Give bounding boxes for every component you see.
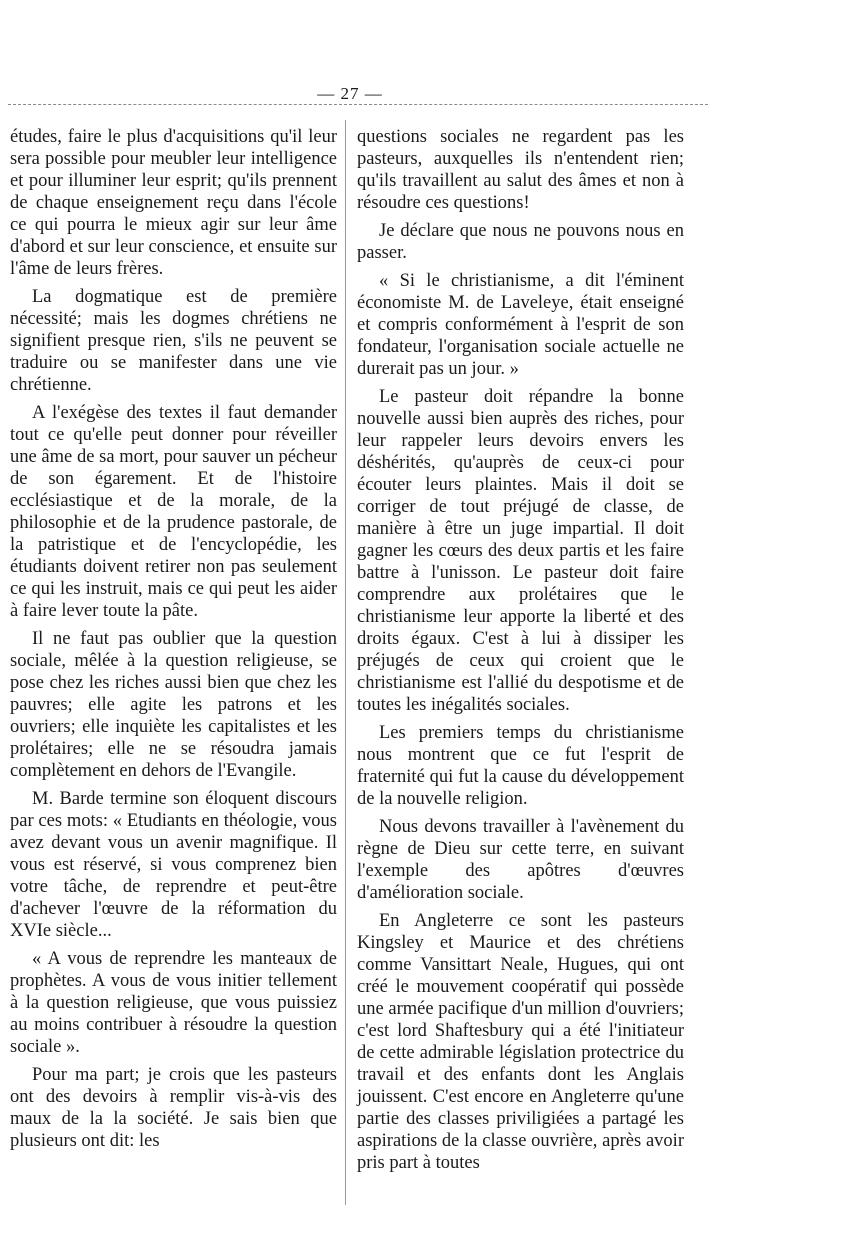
right-paragraph-1: questions sociales ne regardent pas les pasteurs, auxquelles ils n'entendent rien; qu'ils travaillent au salut des âmes et non à résoudre ces questions! xyxy=(357,127,684,213)
right-paragraph-5: Les premiers temps du christianisme nous montrent que ce fut l'esprit de fraternité qui fut la cause du développement de la nouvelle religion. xyxy=(357,723,684,809)
left-paragraph-1: études, faire le plus d'acquisitions qu'il leur sera possible pour meubler leur intelligence et pour illuminer leur esprit; qu'ils prennent de chaque enseignement reçu dans l'école ce qui pourra le mieux agir sur leur âme d'abord et sur leur conscience, et ensuite sur l'âme de leurs frères. xyxy=(10,127,337,279)
left-paragraph-4: Il ne faut pas oublier que la question sociale, mêlée à la question religieuse, se pose chez les riches aussi bien que chez les pauvres; elle agite les patrons et les ouvriers; elle inquiète les capitalistes et les prolétaires; elle ne se résoudra jamais complètement en dehors de l'Evangile. xyxy=(10,629,337,781)
header-rule xyxy=(8,104,708,105)
column-divider xyxy=(345,120,346,1205)
left-paragraph-5: M. Barde termine son éloquent discours par ces mots: « Etudiants en théologie, vous avez devant vous un avenir magnifique. Il vous est réservé, si vous comprenez bien votre tâche, de reprendre et peut-être d'achever l'œuvre de la réformation du XVIe siècle... xyxy=(10,789,337,941)
left-paragraph-6: « A vous de reprendre les manteaux de prophètes. A vous de vous initier tellement à la question religieuse, que vous puissiez au moins contribuer à résoudre la question sociale ». xyxy=(10,949,337,1057)
page-number: — 27 — xyxy=(317,84,383,103)
left-column xyxy=(10,126,337,1158)
right-paragraph-7: En Angleterre ce sont les pasteurs Kingsley et Maurice et des chrétiens comme Vansittart Neale, Hugues, qui ont créé le mouvement coopératif qui possède une armée pacifique d'un million d'ouvriers; c'est lord Shaftesbury qui a été l'initiateur de cette admirable législation protectrice du travail et des enfants dont les Anglais jouissent. C'est encore en Angleterre qu'une partie des classes priviligiées a partagé les aspirations de la classe ouvrière, après avoir pris part à toutes xyxy=(357,911,684,1173)
right-paragraph-4: Le pasteur doit répandre la bonne nouvelle aussi bien auprès des riches, pour leur rappeler leurs devoirs envers les déshérités, qu'auprès de ceux-ci pour écouter leurs plaintes. Mais il doit se corriger de tout préjugé de classe, de manière à être un juge impartial. Il doit gagner les cœurs des deux partis et les faire battre à l'unisson. Le pasteur doit faire comprendre aux prolétaires que le christianisme leur apporte la liberté et des droits égaux. C'est à lui à dissiper les préjugés de ceux qui croient que le christianisme est l'allié du despotisme et de toutes les inégalités sociales. xyxy=(357,387,684,715)
right-paragraph-3: « Si le christianisme, a dit l'éminent économiste M. de Laveleye, était enseigné et compris conformément à l'esprit de son fondateur, l'organisation sociale actuelle ne durerait pas un jour. » xyxy=(357,271,684,379)
left-paragraph-7: Pour ma part; je crois que les pasteurs ont des devoirs à remplir vis-à-vis des maux de la la société. Je sais bien que plusieurs ont dit: les xyxy=(10,1065,337,1151)
left-paragraph-3: A l'exégèse des textes il faut demander tout ce qu'elle peut donner pour réveiller une âme de sa mort, pour sauver un pécheur de son égarement. Et de l'histoire ecclésiastique et de la morale, de la philosophie et de la prudence pastorale, de la patristique et de l'encyclopédie, les étudiants doivent retirer non pas seulement ce qui les instruit, mais ce qui peut les aider à faire lever toute la pâte. xyxy=(10,403,337,621)
right-paragraph-2: Je déclare que nous ne pouvons nous en passer. xyxy=(357,221,684,263)
right-column xyxy=(357,126,684,1180)
right-paragraph-6: Nous devons travailler à l'avènement du règne de Dieu sur cette terre, en suivant l'exemple des apôtres d'œuvres d'amélioration sociale. xyxy=(357,817,684,903)
left-paragraph-2: La dogmatique est de première nécessité; mais les dogmes chrétiens ne signifient presque rien, s'ils ne peuvent se traduire ou se manifester dans une vie chrétienne. xyxy=(10,287,337,395)
